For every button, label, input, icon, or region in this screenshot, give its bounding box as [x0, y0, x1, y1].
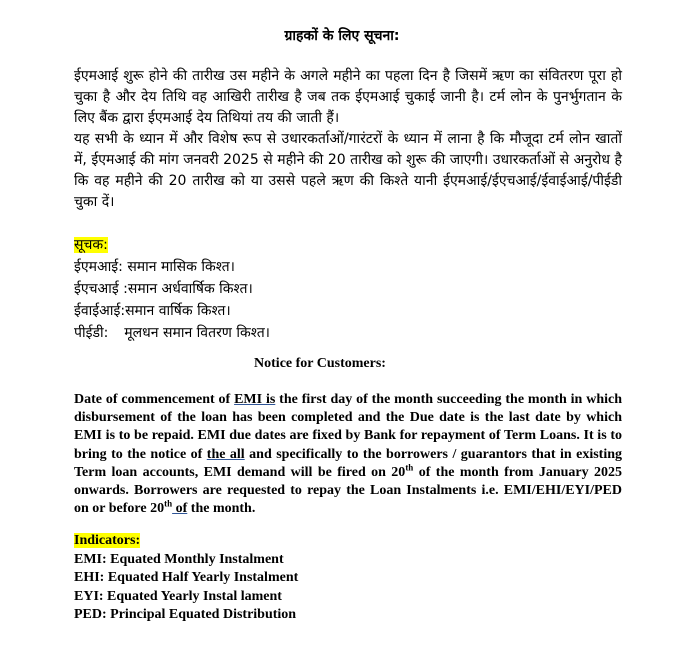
- hindi-indicator-row: ईवाईआई:समान वार्षिक किश्त।: [74, 303, 231, 319]
- the-all-underlined: the all: [206, 446, 245, 462]
- english-paragraph: Date of commencement of EMI is the first day of the month succeeding the month in which disbursement of the loan has been completed and the Due date is the last date by which EMI is to be repaid. EMI due dates are fixed by Bank for repayment of Term Loans. It is to bring to the notice of the all and specifically to the borrowers / guarantors that in existing Term loan accounts, EMI demand will be fired on 20th of the month from January 2025 onwards. Borrowers are requested to repay the Loan Instalments i.e. EMI/EHI/EYI/PED on or before 20th of the month.: [74, 392, 623, 517]
- english-indicators: [74, 532, 298, 625]
- of-underlined: of: [172, 501, 188, 517]
- english-indicators-heading: Indicators:: [74, 533, 141, 548]
- english-indicator-row: EYI: Equated Yearly Instal lament: [74, 588, 282, 604]
- hindi-indicators: [74, 234, 622, 344]
- hindi-body: [74, 66, 622, 213]
- hindi-indicator-row: ईएमआई: समान मासिक किश्त।: [74, 259, 235, 275]
- emi-underlined: EMI is: [234, 392, 276, 407]
- hindi-indicator-row: पीईडी: मूलधन समान वितरण किश्त।: [74, 325, 270, 341]
- english-title: Notice for Customers:: [254, 356, 386, 371]
- english-indicator-row: EHI: Equated Half Yearly Instalment: [74, 570, 299, 585]
- english-indicator-row: PED: Principal Equated Distribution: [74, 607, 297, 622]
- hindi-indicator-row: ईएचआई :समान अर्धवार्षिक किश्त।: [74, 281, 253, 297]
- hindi-paragraph-1: ईएमआई शुरू होने की तारीख उस महीने के अगले महीने का पहला दिन है जिसमें ऋण का संवितरण पूरा हो चुका है और देय तिथि वह आखिरी तारीख है जब तक ईएमआई चुकाई जानी है। टर्म लोन के पुनर्भुगतान के लिए बैंक द्वारा ईएमआई देय तिथियां तय की जाती हैं।: [74, 68, 622, 126]
- hindi-indicators-heading: सूचक:: [74, 237, 108, 253]
- hindi-title: ग्राहकों के लिए सूचना:: [284, 28, 400, 44]
- hindi-paragraph-2: यह सभी के ध्यान में और विशेष रूप से उधारकर्ताओं/गारंटरों के ध्यान में लाना है कि मौजूदा टर्म लोन खातों में, ईएमआई की मांग जनवरी 2025 से महीने की 20 तारीख को शुरू की जाएगी। उधारकर्ताओं से अनुरोध है कि वह महीने की 20 तारीख को या उससे पहले ऋण की किश्ते यानी ईएमआई/ईएचआई/ईवाईआई/पीईडी चुका दें।: [74, 131, 622, 210]
- english-indicator-row: EMI: Equated Monthly Instalment: [74, 551, 284, 567]
